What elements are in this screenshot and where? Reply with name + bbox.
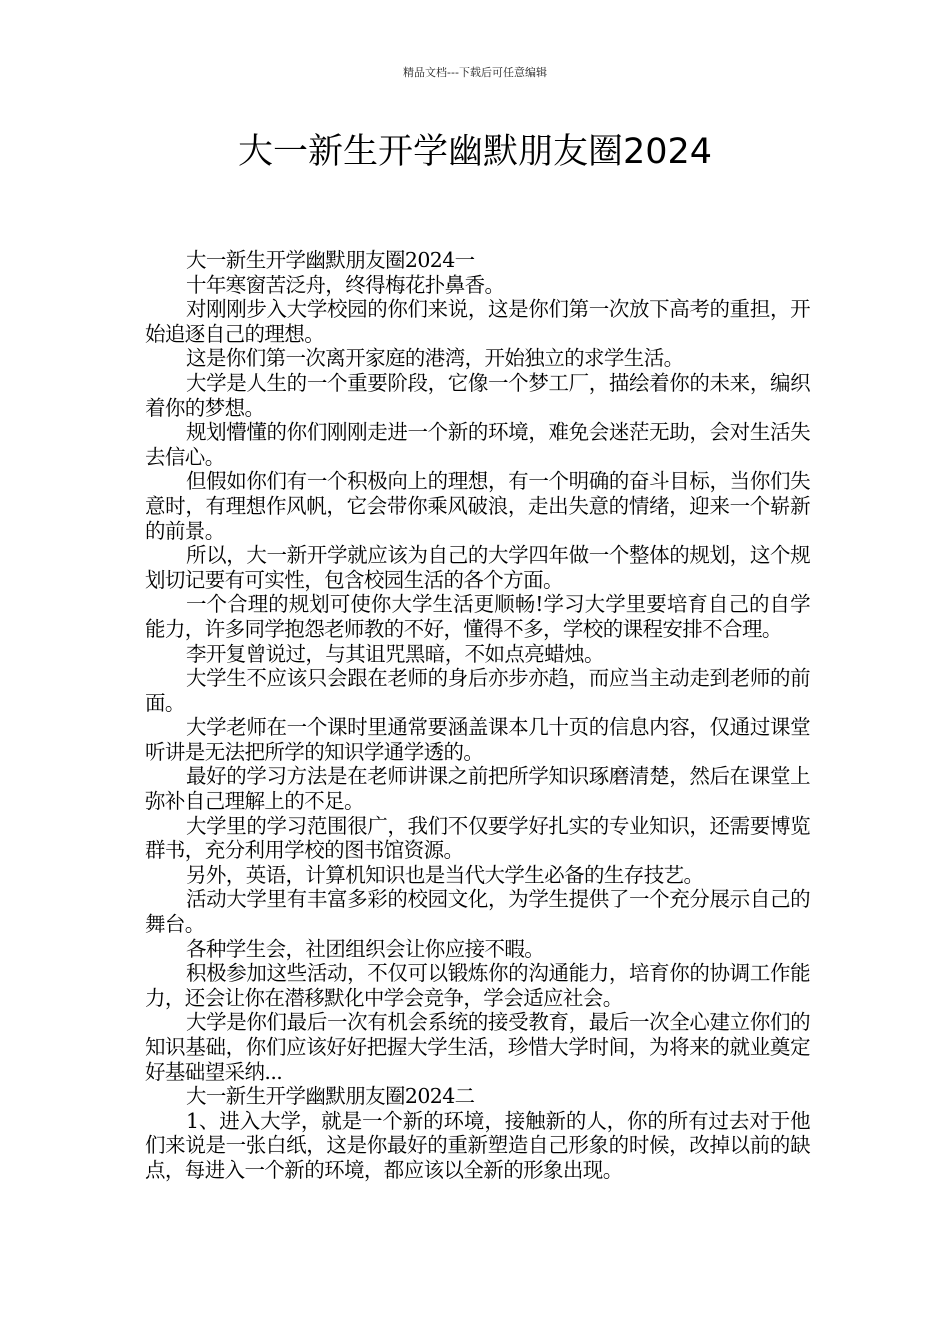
paragraph: 1、进入大学，就是一个新的环境，接触新的人，你的所有过去对于他们来说是一张白纸，这是你最好的重新塑造自己形象的时候，改掉以前的缺点，每进入一个新的环境，都应该以全新的形象出现。 [145,1108,810,1182]
paragraph: 最好的学习方法是在老师讲课之前把所学知识琢磨清楚，然后在课堂上弥补自己理解上的不足。 [145,764,810,814]
paragraph: 另外，英语，计算机知识也是当代大学生必备的生存技艺。 [186,862,704,887]
paragraph: 一个合理的规划可使你大学生活更顺畅!学习大学里要培育自己的自学能力，许多同学抱怨老师教的不好，懂得不多，学校的课程安排不合理。 [145,592,810,641]
paragraph: 活动大学里有丰富多彩的校园文化，为学生提供了一个充分展示自己的舞台。 [145,887,810,937]
paragraph: 大学生不应该只会跟在老师的身后亦步亦趋，而应当主动走到老师的前面。 [145,666,810,715]
paragraph: 十年寒窗苦泛舟，终得梅花扑鼻香。 [186,272,505,297]
paragraph: 规划懵懂的你们刚刚走进一个新的环境，难免会迷茫无助，会对生活失去信心。 [145,420,810,469]
paragraph: 各种学生会，社团组织会让你应接不暇。 [186,936,545,961]
document-title: 大一新生开学幽默朋友圈2024 [237,132,713,172]
paragraph: 大学是你们最后一次有机会系统的接受教育，最后一次全心建立你们的知识基础，你们应该好好把握大学生活，珍惜大学时间，为将来的就业奠定好基础望采纳... [145,1010,810,1084]
paragraph: 这是你们第一次离开家庭的港湾，开始独立的求学生活。 [186,346,684,371]
paragraph: 积极参加这些活动，不仅可以锻炼你的沟通能力，培育你的协调工作能力，还会让你在潜移默化中学会竞争，学会适应社会。 [145,961,810,1010]
paragraph: 对刚刚步入大学校园的你们来说，这是你们第一次放下高考的重担，开始追逐自己的理想。 [145,297,810,346]
paragraph: 所以，大一新开学就应该为自己的大学四年做一个整体的规划，这个规划切记要有可实性，包含校园生活的各个方面。 [145,543,810,592]
paragraph: 大学是人生的一个重要阶段，它像一个梦工厂，描绘着你的未来，编织着你的梦想。 [145,370,810,420]
paragraph: 但假如你们有一个积极向上的理想，有一个明确的奋斗目标，当你们失意时，有理想作风帆，它会带你乘风破浪，走出失意的情绪，迎来一个崭新的前景。 [145,469,810,543]
document-body [145,248,810,1183]
header-note: 精品文档---下载后可任意编辑 [403,66,547,79]
paragraph: 大一新生开学幽默朋友圈2024一 [186,248,475,272]
paragraph: 大学里的学习范围很广，我们不仅要学好扎实的专业知识，还需要博览群书，充分利用学校的图书馆资源。 [145,813,810,863]
paragraph: 李开复曾说过，与其诅咒黑暗，不如点亮蜡烛。 [186,641,604,666]
paragraph: 大一新生开学幽默朋友圈2024二 [186,1084,475,1109]
paragraph: 大学老师在一个课时里通常要涵盖课本几十页的信息内容，仅通过课堂听讲是无法把所学的知识学通学透的。 [145,715,810,764]
